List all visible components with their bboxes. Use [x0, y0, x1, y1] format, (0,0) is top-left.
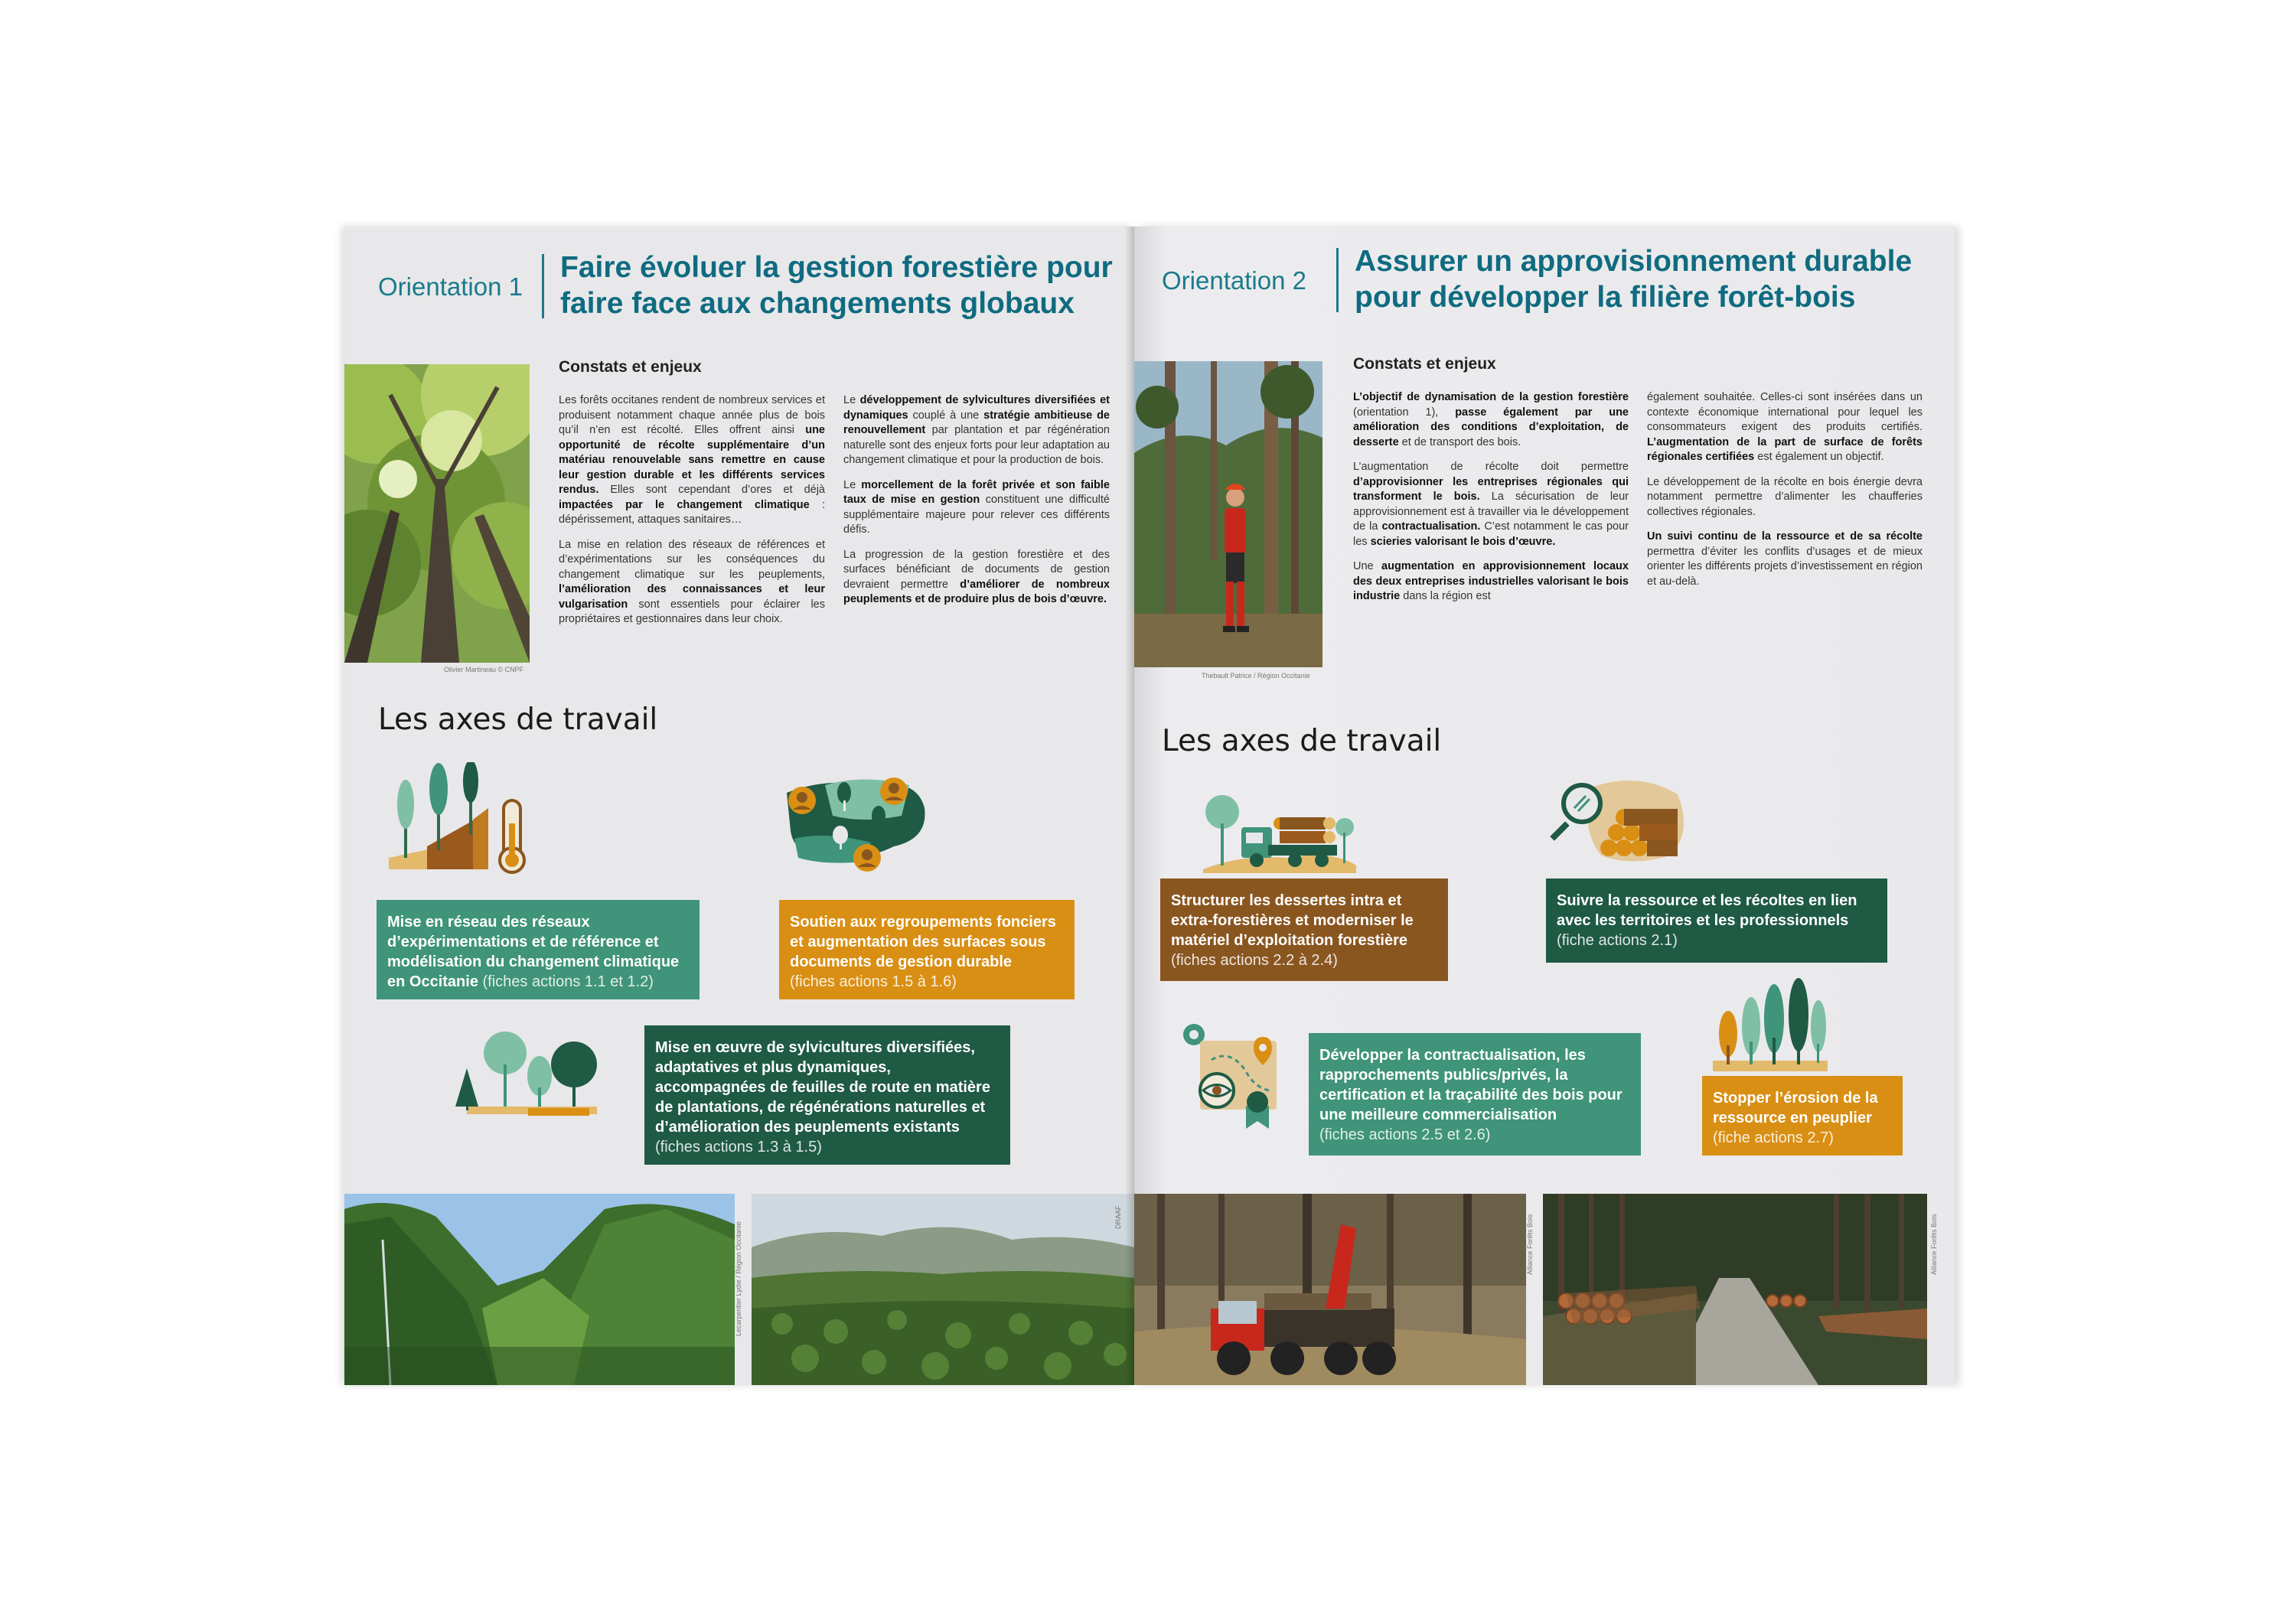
axes-title: Les axes de travail — [1162, 724, 1442, 758]
mountain-forest-photo — [344, 1194, 735, 1385]
trees-thermometer-icon — [389, 762, 534, 881]
title-divider — [1336, 248, 1339, 312]
axis-box-4: Stopper l’érosion de la ressource en peuplier (fiche actions 2.7) — [1702, 1076, 1903, 1156]
orientation-label: Orientation 2 — [1162, 266, 1306, 295]
canopy-photo — [344, 364, 530, 663]
page-title-line2: faire face aux changements globaux — [560, 287, 1075, 320]
axes-title: Les axes de travail — [378, 702, 658, 737]
forest-plateau-photo — [752, 1194, 1134, 1385]
bottom-photo-credit-1: Alliance Forêts Bois — [1526, 1214, 1534, 1275]
photo-credit: Thebault Patrice / Région Occitanie — [1202, 672, 1310, 680]
text-column-2: également souhaitée. Celles-ci sont insérées dans un contexte économique international pour lequel les consommateurs exigent des produits certifiés. L’augmentation de la part de surface de forêts régionales certifiées est également un objectif. Le développement de la récolte en bois énergie devra notamment permettre d’alimenter les chaufferies collectives régionales. Un suivi continu de la ressource et de sa récolte permettra d’éviter les conflits d’usages et de mieux orienter les différents projets d’investissement en région et au-delà. — [1647, 391, 1923, 588]
axis-box-2: Soutien aux regroupements fonciers et augmentation des surfaces sous documents de gestion durable (fiches actions 1.5 à 1.6) — [779, 900, 1075, 999]
forwarder-machine-photo — [1134, 1194, 1526, 1385]
axis-box-3: Mise en œuvre de sylvicultures diversifiées, adaptatives et plus dynamiques, accompagnées de feuilles de route en matière de plantations, de régénérations naturelles et d’amélioration des peuplements existants (fiches actions 1.3 à 1.5) — [644, 1025, 1010, 1165]
page-title — [560, 249, 1127, 321]
forester-photo — [1134, 361, 1322, 667]
text-column-1: Les forêts occitanes rendent de nombreux services et produisent notamment chaque année plus de bois qu’il n’en est récolté. Elles offrent ainsi une opportunité de récolte supplémentaire d’un matériau renouvelable sans remettre en cause leur gestion durable et les différents services rendus. Elles sont cependant d’ores et déjà impactées par le changement climatique : dépérissement, attaques sanitaires… La mise en relation des réseaux de références et d’expérimentations sur les conséquences du changement climatique sur les peuplements, l’amélioration des connaissances et leur vulgarisation sont essentiels pour éclairer les propriétaires et gestionnaires dans leur choix. — [559, 394, 825, 625]
certification-map-icon — [1177, 1018, 1292, 1136]
bottom-photo-credit-2: Alliance Forêts Bois — [1930, 1214, 1938, 1275]
axis-box-2: Suivre la ressource et les récoltes en lien avec les territoires et les professionnels (fiche actions 2.1) — [1546, 878, 1887, 963]
section-subtitle: Constats et enjeux — [1353, 355, 1496, 373]
page-title-line1: Assurer un approvisionnement durable — [1355, 245, 1913, 278]
left-page — [344, 227, 1134, 1385]
axis-box-3: Développer la contractualisation, les rapprochements publics/privés, la certification et la traçabilité des bois pour une meilleure commercialisation (fiches actions 2.5 et 2.6) — [1309, 1033, 1641, 1156]
log-pile-magnifier-icon — [1548, 771, 1693, 875]
bottom-photo-credit-1: Lecarpentier Lydie / Région Occitanie — [735, 1221, 742, 1336]
orientation-label: Orientation 1 — [378, 272, 523, 301]
forest-road-logs-photo — [1543, 1194, 1927, 1385]
log-truck-icon — [1195, 777, 1364, 881]
mixed-forest-icon — [452, 1022, 605, 1126]
axis-box-1: Structurer les dessertes intra et extra-forestières et moderniser le matériel d’exploitation forestière (fiches actions 2.2 à 2.4) — [1160, 878, 1448, 981]
right-page — [1134, 227, 1955, 1385]
poplar-trees-icon — [1705, 976, 1835, 1080]
page-title-line1: Faire évoluer la gestion forestière pour — [560, 251, 1113, 284]
section-subtitle: Constats et enjeux — [559, 358, 702, 376]
page-number: 7 — [1119, 1370, 1124, 1379]
land-parcels-icon — [779, 762, 932, 881]
axis-box-1: Mise en réseau des réseaux d’expérimentations et de référence et modélisation du changement climatique en Occitanie (fiches actions 1.1 et 1.2) — [377, 900, 700, 999]
page-title — [1355, 243, 1952, 315]
title-divider — [542, 254, 544, 318]
text-column-2: Le développement de sylvicultures diversifiées et dynamiques couplé à une stratégie ambitieuse de renouvellement par plantation et par régénération naturelle sont des enjeux forts pour leur adaptation au changement climatique et pour la production de bois. Le morcellement de la forêt privée et son faible taux de mise en gestion constituent une difficulté supplémentaire majeure pour relever ces différents défis. La progression de la gestion forestière et des surfaces bénéficiant de documents de gestion devraient permettre d’améliorer de nombreux peuplements et de produire plus de bois d’œuvre. — [843, 394, 1110, 605]
photo-credit: Olivier Martineau © CNPF — [444, 666, 524, 673]
text-column-1: L’objectif de dynamisation de la gestion forestière (orientation 1), passe également par une amélioration des conditions d’exploitation, de desserte et de transport des bois. L’augmentation de récolte doit permettre d’approvisionner les entreprises régionales qui transforment le bois. La sécurisation de leur approvisionnement est à travailler via le développement de la contractualisation. C’est notamment le cas pour les scieries valorisant le bois d’œuvre. Une augmentation en approvisionnement locaux des deux entreprises industrielles valorisant le bois industrie dans la région est — [1353, 391, 1629, 602]
page-title-line2: pour développer la filière forêt-bois — [1355, 281, 1856, 314]
bottom-photo-credit-2: DRAAF — [1114, 1205, 1122, 1229]
